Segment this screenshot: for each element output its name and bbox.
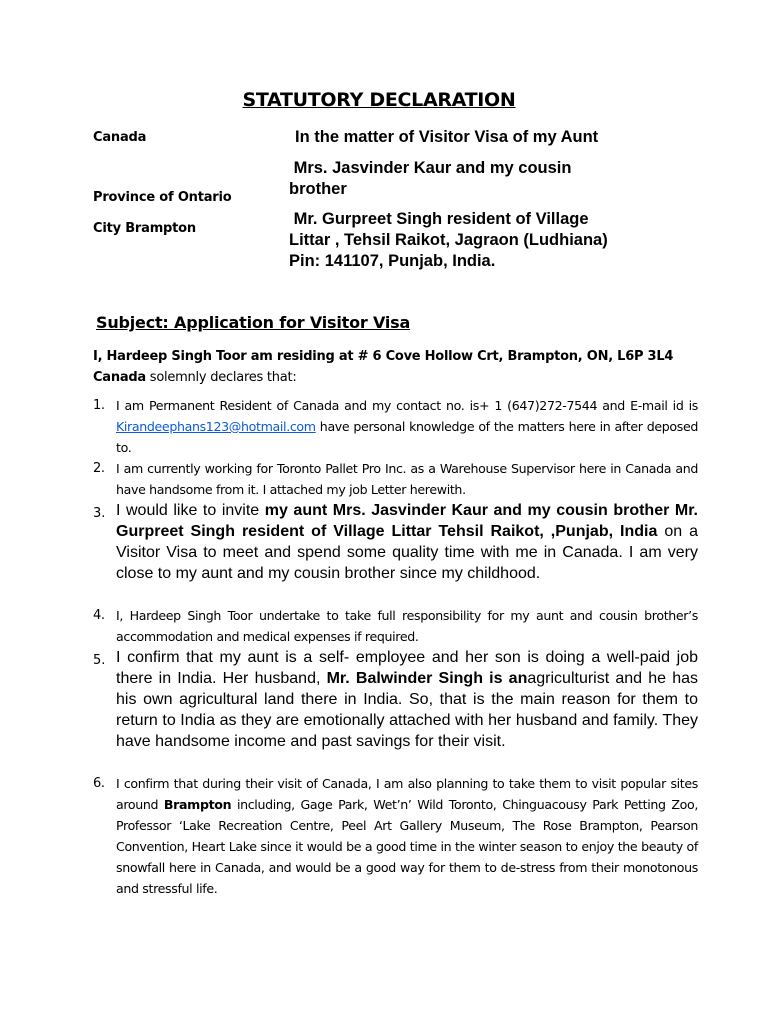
list-item	[93, 647, 698, 773]
item-text: including, Gage Park, Wet’n’ Wild Toronto, Chinguacousy Park Petting Zoo, Professor ‘Lake Recreation Centre, Peel Art Gallery Museum, The Rose Brampton, Pearson Convention, Heart Lake since it would be a good time in the winter season to enjoy the beauty of snowfall here in Canada, and would be a good way for them to de-stress from their monotonous and stressful life.	[116, 797, 698, 896]
item-number: 6.	[93, 776, 105, 791]
item-number: 5.	[93, 653, 106, 668]
subject-heading: Subject: Application for Visitor Visa	[96, 313, 411, 332]
list-item	[93, 395, 698, 458]
page-title: STATUTORY DECLARATION	[242, 89, 516, 111]
matter-line-1: In the matter of Visitor Visa of my Aunt	[295, 128, 599, 146]
item-number: 1.	[93, 398, 105, 413]
list-item	[93, 605, 698, 647]
city-label: City Brampton	[93, 221, 196, 236]
item-text: I confirm that during their visit of Canada, I am also planning to take them to visit popular sites around	[116, 776, 698, 812]
item-number: 2.	[93, 461, 105, 476]
province-label: Province of Ontario	[93, 190, 232, 205]
matter-line-2: Mrs. Jasvinder Kaur and my cousin brother	[289, 159, 572, 198]
list-item	[93, 458, 698, 500]
item-text: I confirm that my aunt is a self- employee and her son is doing a well-paid job there in India. Her husband,	[116, 649, 698, 687]
country-label: Canada	[93, 130, 147, 145]
intro-paragraph	[93, 346, 713, 388]
email-link[interactable]: Kirandeephans123@hotmail.com	[116, 419, 316, 434]
item-text: have personal knowledge of the matters here in after deposed to.	[116, 419, 698, 455]
item-text: on a Visitor Visa to meet and spend some quality time with me in Canada. I am very close to my aunt and my cousin brother since my childhood.	[116, 523, 698, 582]
item-bold-text: Mr. Balwinder Singh is an	[326, 670, 528, 687]
list-item	[93, 773, 698, 920]
item-text: I am Permanent Resident of Canada and my contact no. is+ 1 (647)272-7544 and E-mail id is	[116, 398, 698, 413]
intro-rest: solemnly declares that:	[145, 370, 297, 385]
item-number: 3.	[93, 506, 106, 521]
item-text: I would like to invite	[116, 502, 265, 519]
item-text: I, Hardeep Singh Toor undertake to take full responsibility for my aunt and cousin brother’s accommodation and medical expenses if required.	[116, 608, 698, 644]
item-text: I am currently working for Toronto Pallet Pro Inc. as a Warehouse Supervisor here in Canada and have handsome from it. I attached my job Letter herewith.	[116, 461, 698, 497]
item-bold-text: Brampton	[163, 797, 232, 812]
declaration-list	[93, 395, 698, 920]
list-item	[93, 500, 698, 605]
item-number: 4.	[93, 608, 105, 623]
declarant-details: I, Hardeep Singh Toor am residing at # 6 Cove Hollow Crt, Brampton, ON, L6P 3L4 Canada	[93, 349, 674, 385]
item-text: agriculturist and he has his own agricultural land there in India. So, that is the main reason for them to return to India as they are emotionally attached with her husband and family. They have handsome income and past savings for their visit.	[116, 670, 699, 750]
matter-line-3: Mr. Gurpreet Singh resident of Village Littar , Tehsil Raikot, Jagraon (Ludhiana) Pin: 141107, Punjab, India.	[289, 210, 608, 270]
item-bold-text: my aunt Mrs. Jasvinder Kaur and my cousin brother Mr. Gurpreet Singh resident of Village Littar Tehsil Raikot, ,Punjab, India	[116, 502, 698, 540]
